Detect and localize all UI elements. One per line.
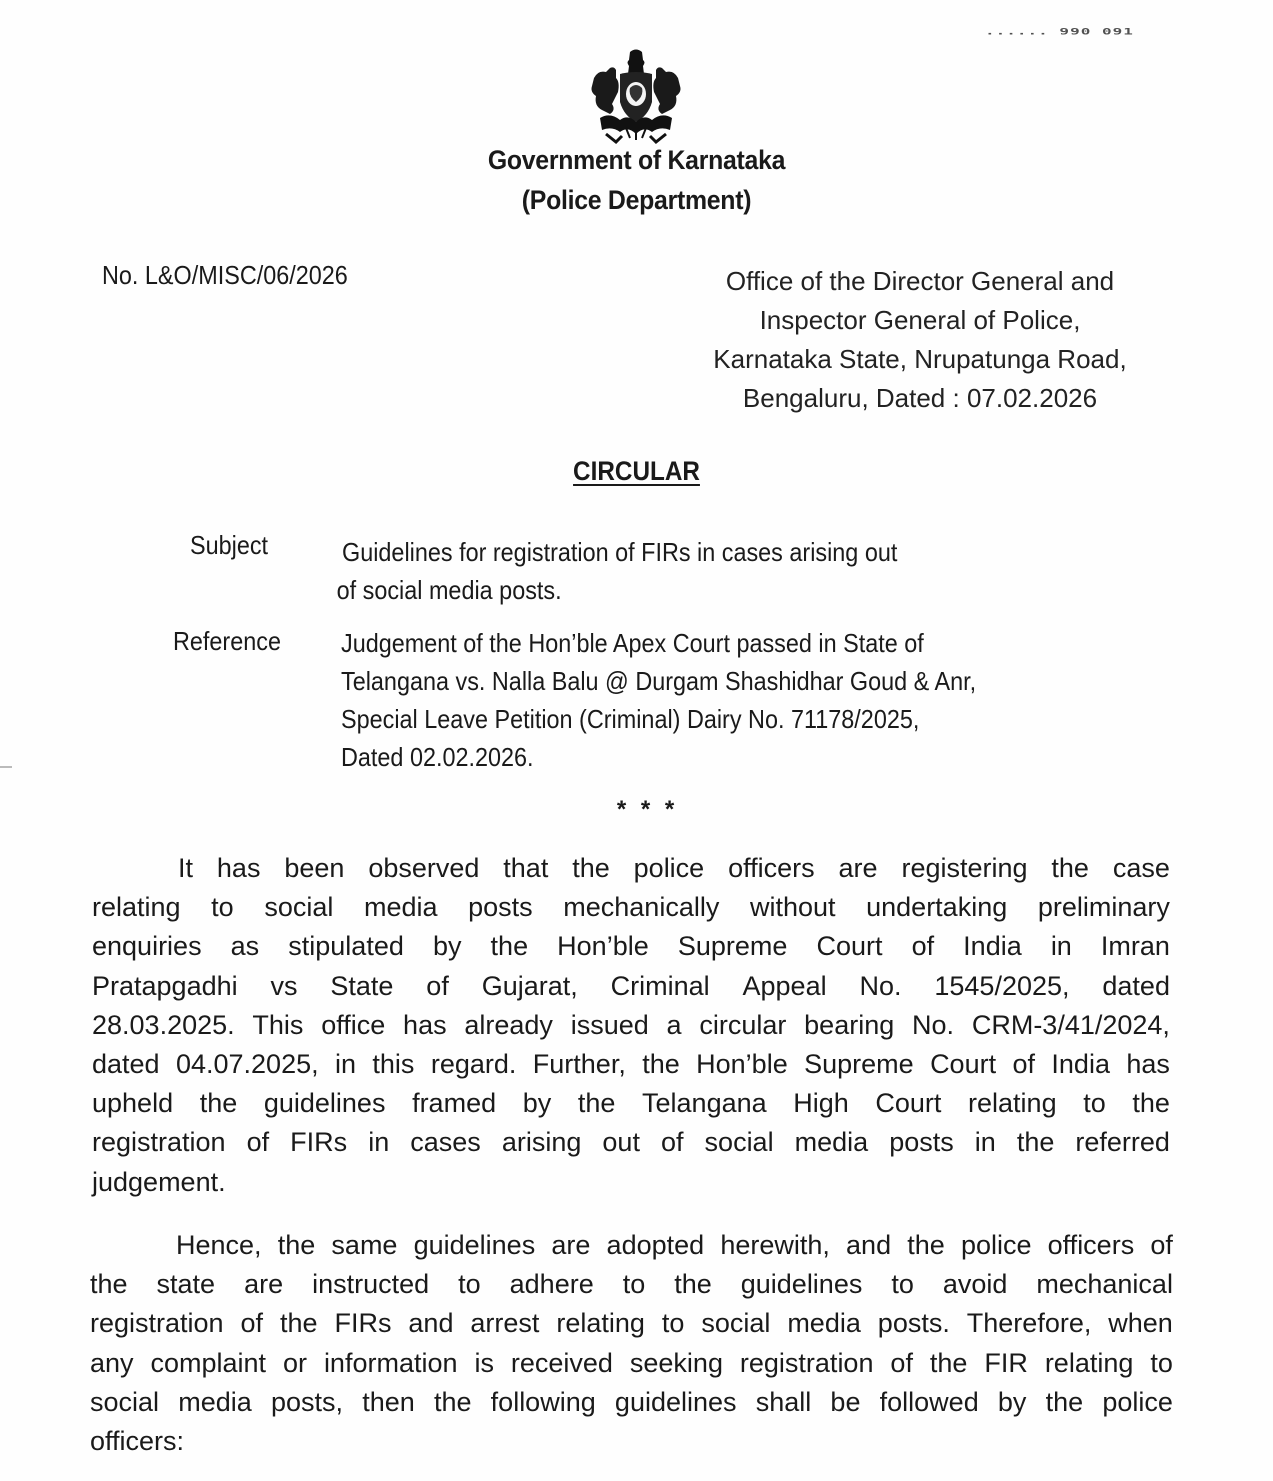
word: by: [997, 1386, 1027, 1417]
word: the: [674, 1269, 712, 1300]
word: instructed: [312, 1269, 430, 1300]
word: This: [252, 1009, 304, 1040]
word: officers: [1047, 1230, 1135, 1260]
word: India: [1051, 1048, 1110, 1079]
word: upheld: [92, 1088, 174, 1119]
word: are: [244, 1269, 284, 1300]
word: to: [661, 1308, 685, 1339]
word: then: [362, 1386, 415, 1417]
word: India: [963, 931, 1022, 962]
word: posts: [468, 892, 533, 923]
word: are: [551, 1230, 591, 1260]
word: Criminal: [610, 970, 710, 1001]
word: of: [246, 1127, 270, 1158]
word: media: [178, 1386, 252, 1417]
word: dated: [92, 1048, 160, 1079]
word: to: [458, 1269, 481, 1300]
word: relating: [556, 1308, 645, 1339]
karnataka-emblem-icon: [586, 48, 686, 144]
reference-label: Reference: [173, 626, 281, 656]
word: police: [633, 853, 705, 883]
paragraph-line: judgement.: [92, 1166, 226, 1197]
word: Court: [930, 1048, 997, 1079]
word: Court: [875, 1088, 942, 1119]
word: High: [793, 1088, 849, 1119]
word: mechanically: [563, 892, 720, 923]
paragraph-observation: [92, 849, 1170, 1202]
circular-title: CIRCULAR: [573, 456, 700, 486]
word: FIRs: [290, 1127, 348, 1158]
word: cases: [410, 1127, 481, 1158]
department-title: (Police Department): [521, 185, 752, 215]
word: Therefore,: [966, 1308, 1092, 1339]
word: issued: [570, 1009, 649, 1040]
word: Pratapgadhi: [92, 970, 238, 1001]
word: registration: [739, 1347, 874, 1378]
word: posts: [889, 1127, 954, 1158]
subject-label: Subject: [190, 530, 269, 560]
word: police: [1102, 1386, 1173, 1417]
office-address-line: Office of the Director General and: [725, 266, 1115, 296]
word: arising: [501, 1127, 582, 1158]
word: 04.07.2025,: [175, 1048, 319, 1079]
word: social: [90, 1386, 160, 1417]
word: of: [426, 970, 449, 1001]
word: vs: [270, 970, 298, 1001]
paragraph-line: officers:: [90, 1425, 185, 1456]
section-separator: * * *: [616, 796, 679, 823]
word: state: [156, 1269, 216, 1300]
scan-edge-mark: [0, 766, 12, 768]
word: has: [403, 1009, 447, 1040]
word: the: [277, 1230, 316, 1260]
paragraph-line: [92, 1084, 1170, 1123]
paragraph-line: [92, 967, 1170, 1006]
word: officers: [728, 853, 815, 883]
word: posts,: [270, 1386, 343, 1417]
word: that: [503, 853, 549, 883]
word: the: [90, 1269, 128, 1300]
word: the: [490, 931, 529, 962]
word: the: [1016, 1127, 1055, 1158]
word: media: [794, 1127, 869, 1158]
word: guidelines: [413, 1230, 536, 1260]
word: shall: [755, 1386, 812, 1417]
word: media: [363, 892, 438, 923]
paragraph-line: [92, 888, 1170, 927]
word: Hon’ble: [557, 931, 649, 962]
government-title: Government of Karnataka: [487, 145, 786, 175]
word: of: [1012, 1048, 1036, 1079]
word: Imran: [1100, 931, 1170, 962]
word: or: [282, 1347, 307, 1378]
word: stipulated: [288, 931, 404, 962]
word: enquiries: [92, 931, 202, 962]
word: police: [960, 1230, 1032, 1260]
word: and: [846, 1230, 892, 1260]
word: circular: [699, 1009, 787, 1040]
paragraph-line: [90, 1304, 1173, 1343]
office-address-line: Inspector General of Police,: [759, 305, 1081, 335]
reference-line: Special Leave Petition (Criminal) Dairy No. 71178/2025,: [341, 704, 920, 734]
word: in: [368, 1127, 390, 1158]
office-address: [680, 262, 1160, 418]
word: the: [279, 1308, 318, 1339]
word: the: [1045, 1386, 1084, 1417]
subject-line: Guidelines for registration of FIRs in cases arising out: [342, 537, 898, 567]
word: without: [749, 892, 836, 923]
word: been: [284, 853, 345, 883]
word: registering: [901, 853, 1028, 883]
paragraph-line: [90, 1265, 1173, 1304]
word: by: [432, 931, 462, 962]
word: Supreme: [677, 931, 788, 962]
word: the: [642, 1048, 680, 1079]
word: posts.: [877, 1308, 950, 1339]
word: undertaking: [866, 892, 1008, 923]
word: when: [1108, 1308, 1173, 1339]
word: relating: [92, 892, 181, 923]
word: the: [929, 1347, 968, 1378]
word: CRM-3/41/2024,: [971, 1009, 1170, 1040]
word: to: [891, 1269, 914, 1300]
word: information: [323, 1347, 458, 1378]
paragraph-line: [92, 849, 1170, 888]
word: this: [372, 1048, 415, 1079]
word: Gujarat,: [481, 970, 578, 1001]
word: Further,: [532, 1048, 626, 1079]
office-address-line: Karnataka State, Nrupatunga Road,: [713, 344, 1127, 374]
word: to: [1150, 1347, 1173, 1378]
word: FIR: [984, 1347, 1028, 1378]
word: office: [321, 1009, 386, 1040]
word: and: [408, 1308, 454, 1339]
word: of: [1150, 1230, 1173, 1260]
word: as: [230, 931, 260, 962]
word: Appeal: [742, 970, 827, 1001]
word: Hence,: [176, 1230, 262, 1260]
word: adopted: [606, 1230, 705, 1260]
office-address-line: Bengaluru, Dated : 07.02.2026: [742, 383, 1098, 413]
word: received: [510, 1347, 613, 1378]
word: No.: [912, 1009, 955, 1040]
word: social: [704, 1127, 774, 1158]
word: is: [474, 1347, 494, 1378]
word: bearing: [804, 1009, 895, 1040]
paragraph-line: [92, 1123, 1170, 1162]
paragraph-line: [90, 1344, 1173, 1383]
word: Hon’ble: [696, 1048, 788, 1079]
reference-line: Judgement of the Hon’ble Apex Court passed in State of: [341, 628, 924, 658]
stamp-number: ...... 990 091: [985, 26, 1134, 37]
word: relating: [968, 1088, 1057, 1119]
word: guidelines: [614, 1386, 737, 1417]
word: 1545/2025,: [934, 970, 1070, 1001]
word: in: [335, 1048, 357, 1079]
word: guidelines: [740, 1269, 863, 1300]
word: the: [907, 1230, 945, 1260]
word: in: [1050, 931, 1072, 962]
subject-line: of social media posts.: [336, 575, 562, 605]
word: has: [1126, 1048, 1170, 1079]
word: Telangana: [642, 1088, 767, 1119]
word: any: [90, 1347, 134, 1378]
word: framed: [412, 1088, 497, 1119]
word: Supreme: [804, 1048, 914, 1079]
paragraph-line: [90, 1226, 1173, 1265]
subject-text: [336, 533, 898, 609]
word: No.: [859, 970, 902, 1001]
word: the: [433, 1386, 472, 1417]
reference-line: Dated 02.02.2026.: [341, 742, 534, 772]
word: State: [330, 970, 394, 1001]
word: preliminary: [1037, 892, 1170, 923]
word: social: [264, 892, 334, 923]
word: FIRs: [334, 1308, 392, 1339]
word: followed: [879, 1386, 979, 1417]
word: adhere: [509, 1269, 594, 1300]
word: It: [178, 853, 194, 883]
word: Court: [816, 931, 883, 962]
word: herewith,: [720, 1230, 830, 1260]
word: complaint: [150, 1347, 267, 1378]
word: by: [522, 1088, 552, 1119]
word: referred: [1075, 1127, 1170, 1158]
word: social: [701, 1308, 771, 1339]
word: a: [666, 1009, 682, 1040]
word: avoid: [942, 1269, 1008, 1300]
word: the: [1051, 853, 1089, 883]
word: of: [890, 1347, 913, 1378]
reference-line: Telangana vs. Nalla Balu @ Durgam Shashidhar Goud & Anr,: [341, 666, 977, 696]
word: relating: [1044, 1347, 1134, 1378]
word: case: [1112, 853, 1170, 883]
word: seeking: [629, 1347, 723, 1378]
word: regard.: [430, 1048, 517, 1079]
word: same: [331, 1230, 398, 1260]
word: media: [787, 1308, 861, 1339]
word: 28.03.2025.: [92, 1009, 235, 1040]
paragraph-line: [92, 927, 1170, 966]
word: has: [216, 853, 261, 883]
reference-text: [341, 624, 976, 776]
paragraph-line: [92, 1045, 1170, 1084]
word: mechanical: [1036, 1269, 1173, 1300]
word: be: [830, 1386, 861, 1417]
word: the: [572, 853, 610, 883]
word: following: [490, 1386, 596, 1417]
word: in: [974, 1127, 996, 1158]
word: dated: [1102, 970, 1170, 1001]
word: the: [199, 1088, 238, 1119]
word: are: [838, 853, 878, 883]
word: arrest: [470, 1308, 540, 1339]
word: registration: [92, 1127, 226, 1158]
word: the: [1132, 1088, 1170, 1119]
reference-number: No. L&O/MISC/06/2026: [102, 260, 348, 290]
word: to: [1083, 1088, 1106, 1119]
word: of: [240, 1308, 264, 1339]
word: of: [660, 1127, 684, 1158]
word: the: [577, 1088, 616, 1119]
word: to: [622, 1269, 646, 1300]
word: out: [602, 1127, 640, 1158]
word: registration: [90, 1308, 224, 1339]
paragraph-line: [92, 1006, 1170, 1045]
word: already: [464, 1009, 553, 1040]
word: observed: [368, 853, 480, 883]
paragraph-line: [90, 1383, 1173, 1422]
word: of: [911, 931, 935, 962]
word: guidelines: [263, 1088, 386, 1119]
paragraph-instructions: [90, 1226, 1173, 1461]
word: to: [211, 892, 234, 923]
